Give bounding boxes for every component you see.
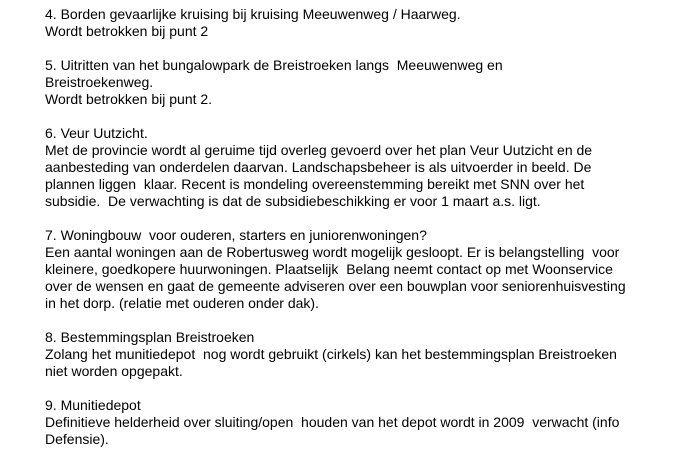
text-line: plannen liggen klaar. Recent is mondeling overeenstemming bereikt met SNN over het — [45, 176, 585, 192]
agenda-item-7 — [45, 227, 672, 312]
agenda-item-6 — [45, 125, 672, 210]
text-line: kleinere, goedkopere huurwoningen. Plaatselijk Belang neemt contact op met Woonservice — [45, 261, 613, 277]
agenda-item-9 — [45, 397, 672, 448]
text-line: Zolang het munitiedepot nog wordt gebruikt (cirkels) kan het bestemmingsplan Breistroeken — [45, 346, 617, 362]
text-line: 5. Uitritten van het bungalowpark de Breistroeken langs Meeuwenweg en — [45, 57, 503, 73]
text-line: Een aantal woningen aan de Robertusweg wordt mogelijk gesloopt. Er is belangstelling voor — [45, 244, 620, 260]
text-line: Wordt betrokken bij punt 2 — [45, 23, 209, 39]
agenda-item-8 — [45, 329, 672, 380]
text-line: aanbesteding van onderdelen daarvan. Landschapsbeheer is als uitvoerder in beeld. De — [45, 159, 592, 175]
text-line: 8. Bestemmingsplan Breistroeken — [45, 329, 255, 345]
text-line: Wordt betrokken bij punt 2. — [45, 91, 213, 107]
agenda-item-5 — [45, 57, 672, 108]
text-line: Met de provincie wordt al geruime tijd overleg gevoerd over het plan Veur Uutzicht en de — [45, 142, 593, 158]
agenda-item-4 — [45, 6, 672, 40]
text-line: in het dorp. (relatie met ouderen onder dak). — [45, 295, 319, 311]
text-line: Defensie). — [45, 431, 109, 447]
text-line: 7. Woningbouw voor ouderen, starters en juniorenwoningen? — [45, 227, 427, 243]
text-line: 6. Veur Uutzicht. — [45, 125, 148, 141]
text-line: Breistroekenweg. — [45, 74, 154, 90]
text-line: Definitieve helderheid over sluiting/open houden van het depot wordt in 2009 verwacht (info — [45, 414, 620, 430]
text-line: 9. Munitiedepot — [45, 397, 141, 413]
text-line: subsidie. De verwachting is dat de subsidiebeschikking er voor 1 maart a.s. ligt. — [45, 193, 541, 209]
text-line: niet worden opgepakt. — [45, 363, 183, 379]
text-line: over de wensen en gaat de gemeente adviseren over een bouwplan voor seniorenhuisvesting — [45, 278, 626, 294]
text-line: 4. Borden gevaarlijke kruising bij kruising Meeuwenweg / Haarweg. — [45, 6, 461, 22]
